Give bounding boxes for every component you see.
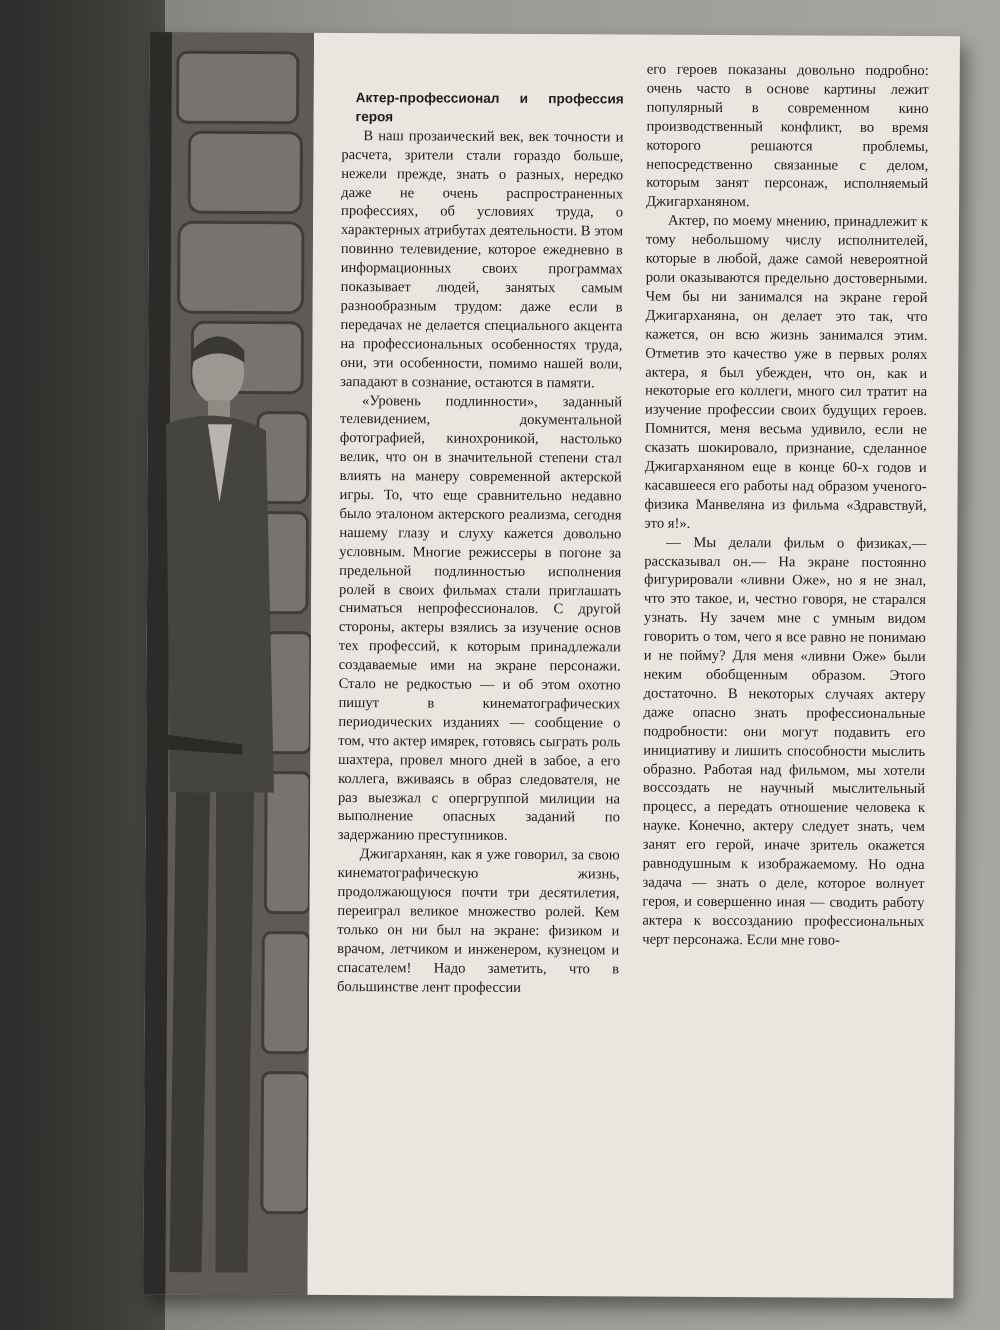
article-heading: Актер-профессионал и профессия героя (355, 90, 624, 125)
paragraph: — Мы делали фильм о физиках,— рассказывал он.— На экране постоянно фигурировали «ливни Оже», но я не знал, что это такое, и, честно говоря, не старался узнать. Ну зачем мне с умным видом говорить о том, чего я все равно не понимаю и не пойму? Для меня «ливни Оже» были неким обобщенным образом. Этого достаточно. В некоторых случаях актеру даже опасно знать профессиональные подробности: они могут подавить его инициативу и лишить способности мыслить образно. Работая над фильмом, мы хотели воссоздать не научный мыслительный процесс, а передать отношение человека к науке. Конечно, актеру следует знать, чем занят его герой, иначе зритель окажется равнодушным к изображаемому. Но одна задача — знать о деле, которое волнует героя, и совершенно иная — сводить работу актера к воссозданию профессиональных черт персонажа. Если мне гово- (642, 534, 927, 949)
paragraph: Актер, по моему мнению, принадлежит к тому небольшому числу исполнителей, которые в любой, даже самой невероятной роли оказываются предельно достоверными. Чем бы ни занимался на экране герой Джигарханяна, он делает это так, что кажется, он всю жизнь занимался этим. Отметив это качество уже в первых ролях актера, я был убежден, что он, как и некоторые его коллеги, много сил тратит на изучение профессии своих будущих героев. Помнится, меня весьма удивило, если не сказать шокировало, признание, сделанное Джигарханяном еще в конце 60-х годов и касавшееся его работы над образом ученого-физика Манвеляна из фильма «Здравствуй, это я!». (644, 212, 929, 532)
photo-illustration (143, 32, 314, 1295)
article-body (336, 61, 942, 1274)
paragraph: Джигарханян, как я уже говорил, за свою кинематографическую жизнь, продолжающуюся почти три десятилетия, переиграл великое множество ролей. Кем только он ни был на экране: физиком и врачом, летчиком и инженером, кузнецом и спасателем! Надо заметить, что в большинстве лент профессии (336, 846, 620, 996)
book-spine-shadow (0, 0, 165, 1330)
paragraph: В наш прозаический век, век точности и расчета, зрители стали гораздо больше, нежели прежде, знать о разных, нередко даже не очень распространенных профессиях, об условиях труда, о характерных атрибутах деятельности. В этом повинно телевидение, которое ежедневно в информационных своих программах показывает людей, занятых самым разнообразным трудом: даже если в передачах не делается специального акцента на профессиональных особенностях труда, они, эти особенности, помимо нашей воли, западают в сознание, остаются в памяти. (340, 127, 624, 391)
actor-photograph (143, 32, 314, 1295)
article-column-right (642, 61, 929, 951)
paragraph: «Уровень подлинности», заданный телевидением, документальной фотографией, кинохроникой, настолько велик, что он в значительной степени стал влиять на манеру современной актерской игры. То, что еще сравнительно недавно было эталоном актерского реализма, сегодня нашему глазу и слуху кажется довольно условным. Многие режиссеры в погоне за предельной подлинностью исполнения ролей в своих фильмах стали приглашать сниматься непрофессионалов. С другой стороны, актеры взялись за изучение основ тех профессий, к которым принадлежали создаваемые ими на экране персонажи. Стало не редкостью — и об этом охотно пишут в кинематографических периодических изданиях — сообщение о том, что актер имярек, готовясь сыграть роль шахтера, провел много дней в забое, а его коллега, вживаясь в образ следователя, не раз выезжал с опергруппой милиции на выполнение опасных заданий по задержанию преступников. (337, 392, 623, 845)
article-column-left (337, 89, 624, 998)
magazine-page (143, 32, 960, 1298)
paragraph: его героев показаны довольно подробно: очень часто в основе картины лежит популярный в современном кино производственный конфликт, во время которого решаются проблемы, непосредственно связанные с делом, которым занят персонаж, исполняемый Джигарханяном. (646, 61, 929, 211)
